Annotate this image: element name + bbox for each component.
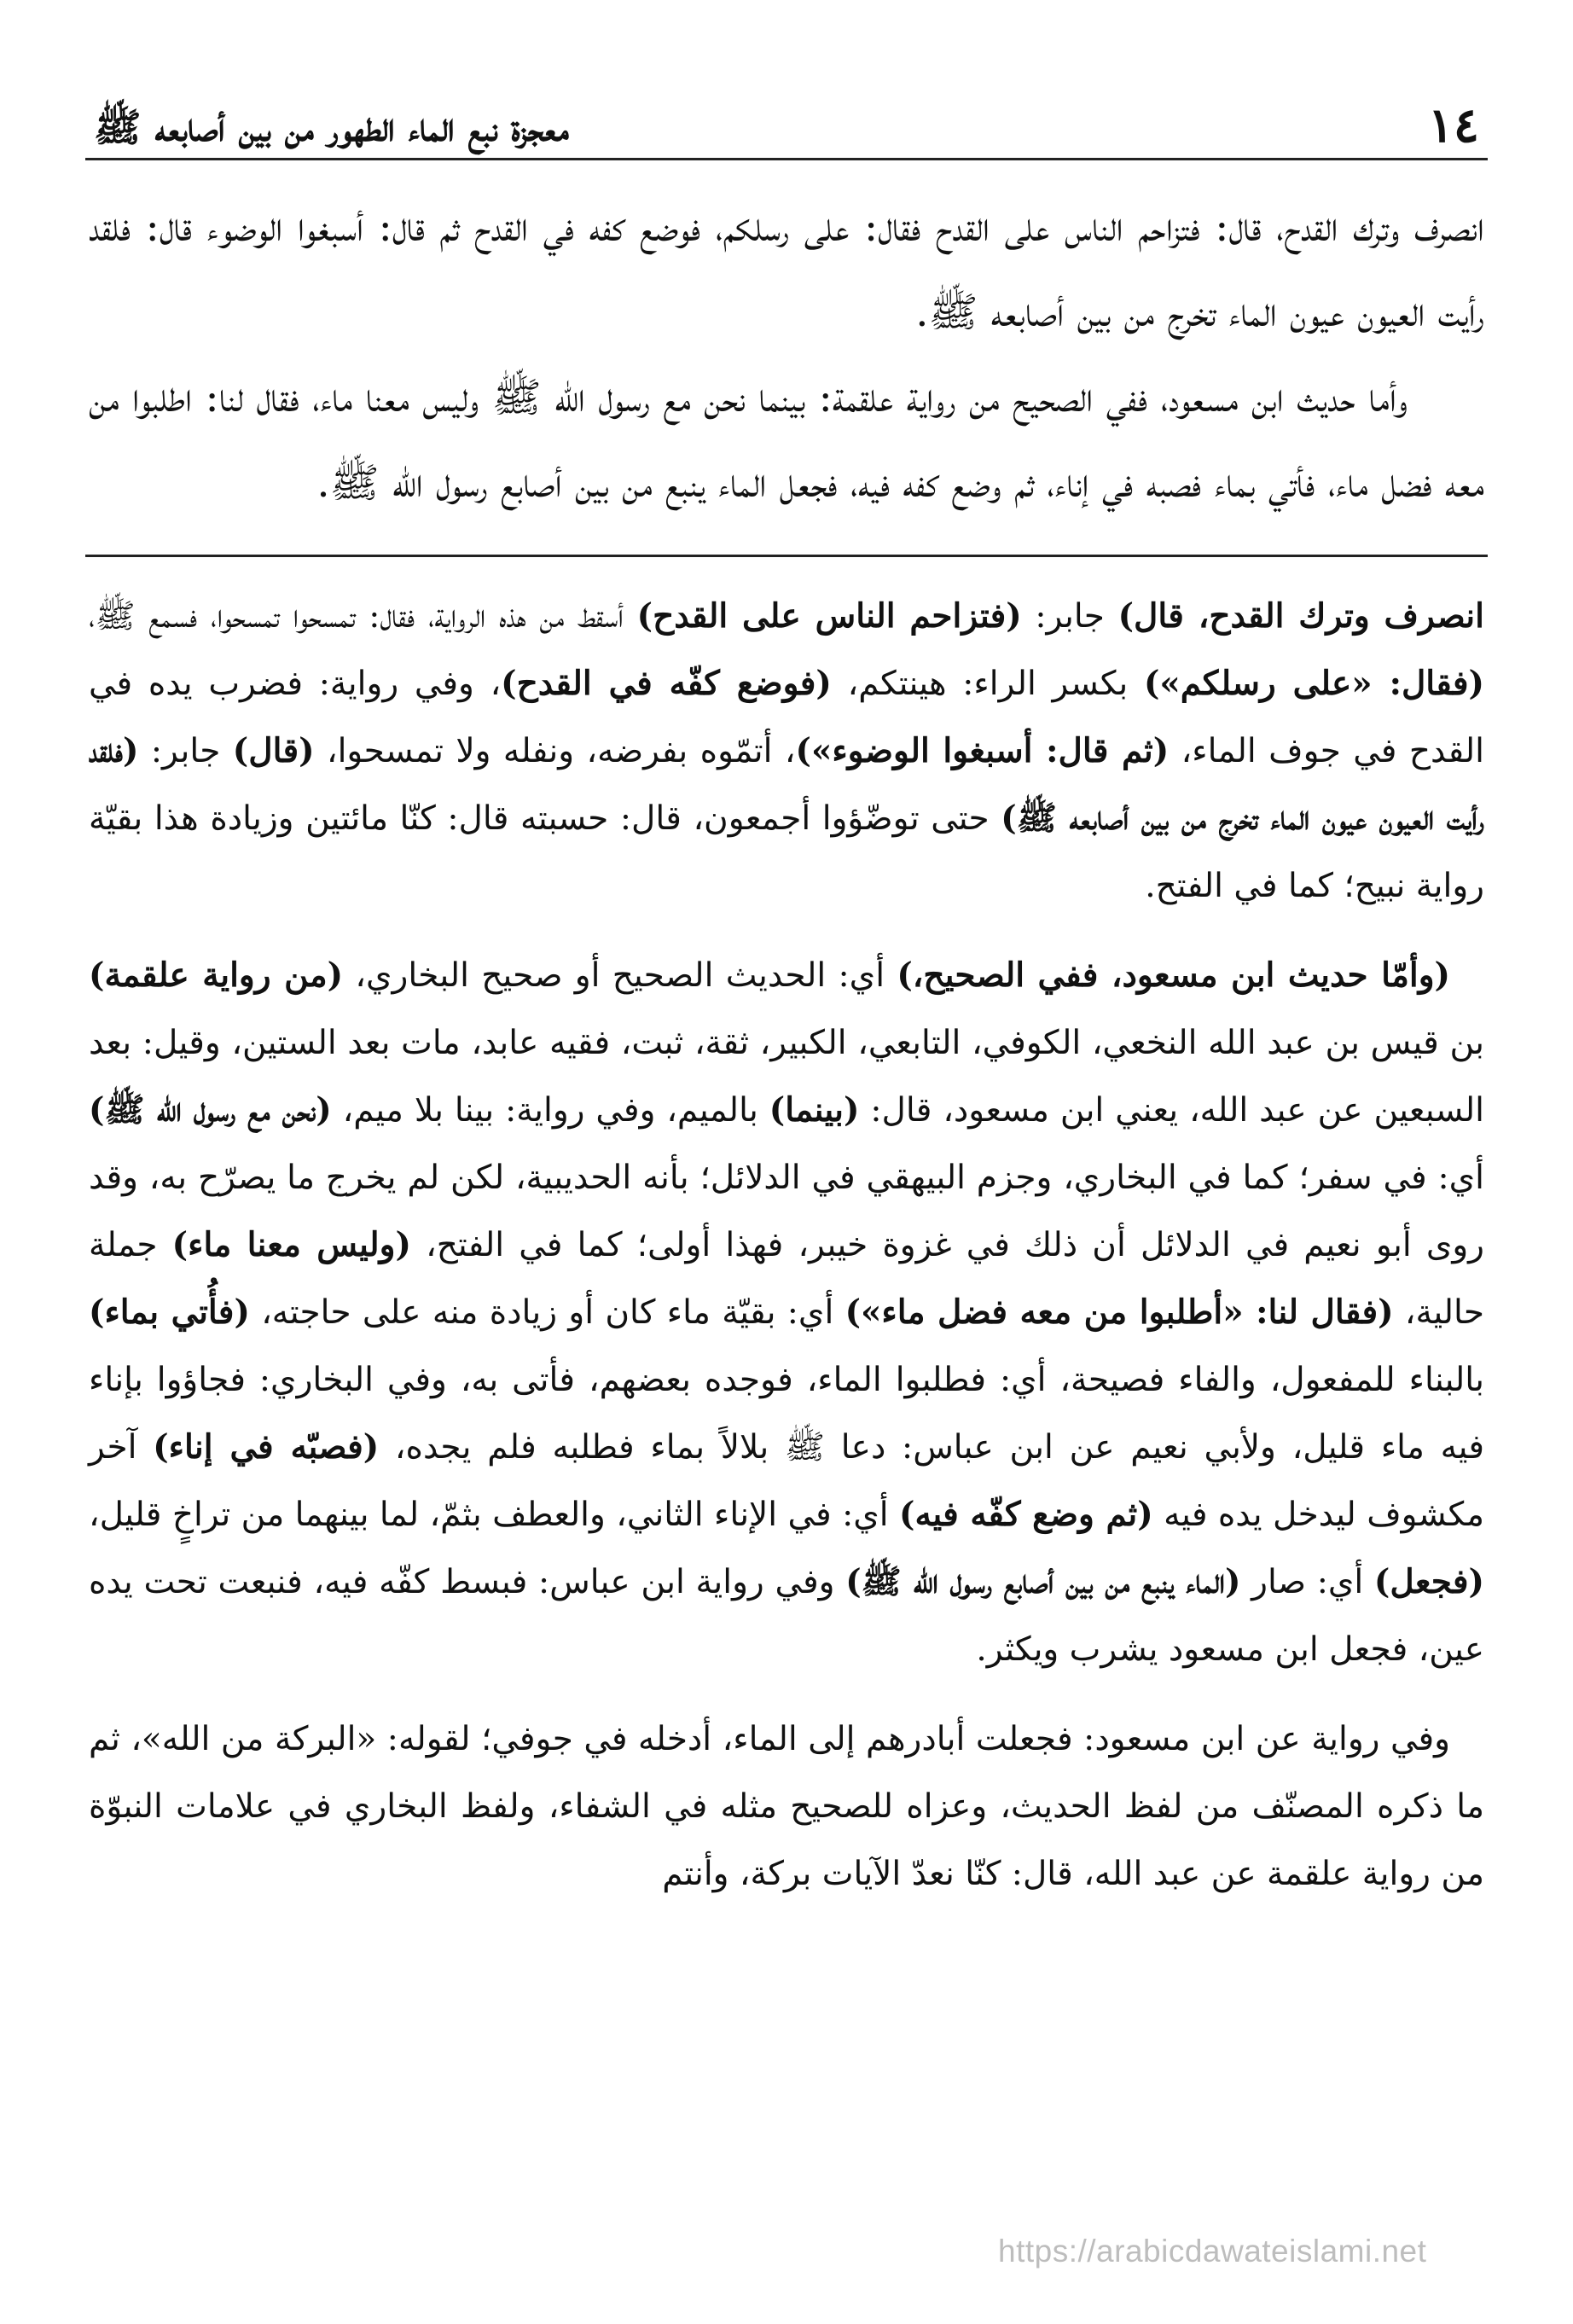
- commentary-segment: آخر مكشوف ليدخل يده فيه: [89, 1428, 1485, 1534]
- commentary: [85, 583, 1488, 1908]
- quoted-matn-segment: (وأمّا حديث ابن مسعود، ففي الصحيح،): [897, 956, 1450, 995]
- quoted-matn-segment: (ثم قال: أسبغوا الوضوء»): [795, 731, 1170, 770]
- commentary-segment: أي: في الإناء الثاني، والعطف بثمّ، لما بينهما من تراخٍ قليل،: [89, 1496, 900, 1534]
- commentary-segment: أي: بقيّة ماء كان أو زيادة منه على حاجته،: [249, 1293, 845, 1332]
- quoted-matn-segment: (فقال لنا: «أطلبوا من معه فضل ماء»): [845, 1293, 1394, 1332]
- commentary-segment: أي: الحديث الصحيح أو صحيح البخاري،: [343, 956, 897, 995]
- quoted-matn-segment: (من رواية علقمة): [89, 956, 344, 995]
- commentary-segment: ، وفي رواية: فضرب يده في القدح في جوف الماء،: [89, 665, 1484, 770]
- quoted-matn-segment: (فجعل): [1373, 1562, 1484, 1601]
- commentary-paragraph-1: [89, 583, 1484, 920]
- commentary-segment: جابر:: [138, 732, 233, 770]
- commentary-segment: حتى توضّؤوا أجمعون، قال: حسبته قال: كنّا مائتين وزيادة هذا بقيّة رواية نبيح؛ كما في الفتح.: [89, 799, 1484, 905]
- commentary-segment: أي: في سفر؛ كما في البخاري، وجزم البيهقي في الدلائل؛ بأنه الحديبية، لكن لم يخرج ما يصرّح به، وقد روى أبو نعيم في الدلائل أن ذلك في غزوة خيبر، فهذا أولى؛ كما في الفتح،: [89, 1159, 1485, 1264]
- commentary-segment: جابر:: [1021, 597, 1118, 636]
- commentary-paragraph-3: وفي رواية عن ابن مسعود: فجعلت أبادرهم إلى الماء، أدخله في جوفي؛ لقوله: «البركة من الله»، ثم ما ذكره المصنّف من لفظ الحديث، وعزاه للصحيح مثله في الشفاء، ولفظ البخاري في علامات النبوّة من رواية علقمة عن عبد الله، قال: كنّا نعدّ الآيات بركة، وأنتم: [89, 1720, 1484, 1893]
- commentary-segment: بالميم، وفي رواية: بينا بلا ميم،: [331, 1091, 769, 1130]
- commentary-segment: بن قيس بن عبد الله النخعي، الكوفي، التابعي، الكبير، ثقة، ثبت، فقيه عابد، مات بعد الستين، وقيل: بعد السبعين عن عبد الله، يعني ابن مسعود، قال:: [89, 1024, 1485, 1130]
- quoted-matn-segment: (فأُتي بماء): [89, 1293, 250, 1332]
- main-text: [85, 184, 1488, 526]
- page-number: ١٤: [1427, 97, 1479, 154]
- quoted-matn-segment: (فصبّه في إناء): [153, 1427, 380, 1467]
- quoted-matn-segment: (فقال: «على رسلكم»): [1143, 664, 1485, 703]
- commentary-segment: وفي رواية ابن عباس: فبسط كفّه فيه، فنبعت تحت يده عين، فجعل ابن مسعود يشرب ويكثر.: [89, 1563, 1484, 1669]
- quoted-matn-segment: (فلقد رأيت العيون عيون الماء تخرج من بين أصابعه ﷺ): [89, 731, 1485, 838]
- quoted-matn-segment: (ثم وضع كفّه فيه): [899, 1495, 1153, 1534]
- footnote-separator: [85, 555, 1488, 557]
- quoted-matn-segment: (الماء ينبع من بين أصابع رسول الله ﷺ): [845, 1562, 1241, 1601]
- commentary-segment: أي: صار: [1240, 1563, 1374, 1601]
- quoted-matn-segment: (فوضع كفّه في القدح): [501, 664, 832, 703]
- quoted-matn-segment: (نحن مع رسول الله ﷺ): [89, 1090, 332, 1130]
- commentary-segment: بالبناء للمفعول، والفاء فصيحة، أي: فطلبوا الماء، فوجده بعضهم، فأتى به، وفي البخاري: فجاؤوا بإناء فيه ماء قليل، ولأبي نعيم عن ابن عباس: دعا ﷺ بلالاً بماء فطلبه فلم يجده،: [89, 1361, 1485, 1467]
- main-paragraph-1: انصرف وترك القدح، قال: فتزاحم الناس على القدح فقال: على رسلكم، فوضع كفه في القدح ثم قال: أسبغوا الوضوء قال: فلقد رأيت العيون عيون الماء تخرج من بين أصابعه ﷺ.: [89, 203, 1484, 336]
- commentary-segment: ، أتمّوه بفرضه، ونفله ولا تمسحوا،: [314, 732, 796, 770]
- quoted-matn-segment: (بينما): [769, 1090, 860, 1130]
- commentary-segment: جملة حالية،: [89, 1226, 1485, 1332]
- quoted-matn-segment: (فتزاحم الناس على القدح): [636, 596, 1022, 636]
- commentary-paragraph-2: [89, 942, 1484, 1683]
- main-paragraph-2: وأما حديث ابن مسعود، ففي الصحيح من رواية علقمة: بينما نحن مع رسول الله ﷺ وليس معنا ماء، فقال لنا: اطلبوا من معه فضل ماء، فأتي بماء فصبه في إناء، ثم وضع كفه فيه، فجعل الماء ينبع من بين أصابع رسول الله ﷺ.: [89, 374, 1484, 507]
- page-header: [85, 81, 1488, 154]
- commentary-segment: أسقط من هذه الرواية، فقال: تمسحوا تمسحوا، فسمع ﷺ،: [89, 597, 637, 636]
- running-title: معجزة نبع الماء الطهور من بين أصابعه ﷺ: [94, 104, 569, 151]
- commentary-segment: بكسر الراء: هينتكم،: [831, 665, 1144, 703]
- quoted-matn-segment: (وليس معنا ماء): [171, 1225, 411, 1264]
- quoted-matn-segment: (قال): [232, 731, 315, 770]
- header-rule: [85, 158, 1488, 160]
- watermark-url: https://arabicdawateislami.net: [998, 2234, 1427, 2269]
- quoted-matn-segment: انصرف وترك القدح، قال): [1117, 596, 1484, 636]
